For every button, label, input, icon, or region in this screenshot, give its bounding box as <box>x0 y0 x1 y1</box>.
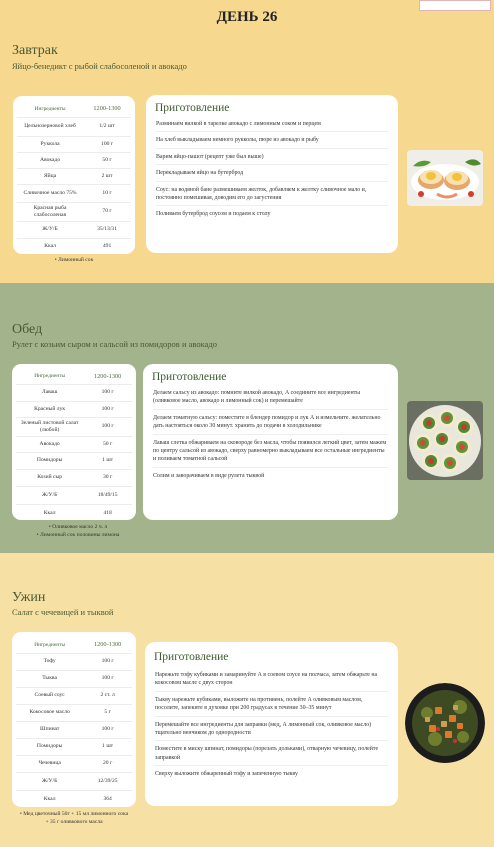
ingredient-name: Сливочное масло 75% <box>17 184 83 202</box>
prep-step: Делаем сальсу из авокадо: помните вилкой авокадо, А соедините все ингредиенты (оливковое масло, авокадо и лимонный сок) и перемешайте <box>153 389 388 410</box>
table-header-ingredients: Ингредиенты <box>16 369 83 384</box>
table-row <box>16 653 132 670</box>
dinner-ingredients-table <box>16 637 132 808</box>
table-row <box>16 772 132 790</box>
prep-step: Солим и заворачиваем в виде рулета тыквой <box>153 472 265 479</box>
ingredient-amount: 100 г <box>83 670 132 687</box>
ingredient-name: Красный лук <box>16 401 83 417</box>
ingredient-amount: 70 г <box>83 202 131 221</box>
prep-step: Соус: на водяной бане размешиваем желток, добавляем к желтку сливочное мало и, постоянно помешивая, доводим его до загустения <box>156 186 388 207</box>
prep-title: Приготовление <box>152 371 227 383</box>
dinner-title: Ужин <box>12 590 46 605</box>
lunch-photo <box>407 401 483 480</box>
ingredient-name: Соевый соус <box>16 687 83 704</box>
table-row <box>16 738 132 755</box>
table-row <box>16 687 132 704</box>
table-row <box>16 384 132 401</box>
ingredient-amount: 1 шт <box>83 738 132 755</box>
table-header-ingredients: Ингредиенты <box>17 101 83 117</box>
prep-step: Разминаем вилкой в тарелке авокадо с лимонным соком и перцем <box>156 120 388 132</box>
table-header-row <box>16 637 132 653</box>
lunch-prep-card <box>143 364 398 520</box>
ingredient-amount: 20 г <box>83 755 132 772</box>
table-row <box>17 136 131 152</box>
ingredient-name: Помидоры <box>16 452 83 469</box>
prep-step: Делаем томатную сальсу: поместите в блендер помидор и лук А и измельчите. желательно дать настояться около 30 минут. хранить до подачи в холодильнике <box>153 414 388 435</box>
ingredient-amount: 12/39/25 <box>83 772 132 790</box>
table-row <box>17 202 131 221</box>
table-row <box>17 221 131 238</box>
prep-step: Тыкву нарежьте кубиками, выложите на противень, полейте А оливковым маслом, посолите, запеките в духовке при 200 градусах в течение 30–35 минут <box>155 696 388 717</box>
table-row <box>16 670 132 687</box>
ingredient-name: Красная рыба слабосоленая <box>17 202 83 221</box>
ingredient-name: Шпинат <box>16 721 83 738</box>
table-header-ingredients: Ингредиенты <box>16 637 83 653</box>
ingredient-name: Цельнозерновой хлеб <box>17 117 83 136</box>
breakfast-prep-card <box>146 95 398 253</box>
table-header-row <box>16 369 132 384</box>
ingredient-amount: 100 г <box>83 401 132 417</box>
prep-step: Поливаем бутерброд соусом и подаем к столу <box>156 211 271 218</box>
ingredient-amount: 491 <box>102 243 112 250</box>
ingredient-name: Зеленый листовой салат (любой) <box>16 417 83 436</box>
table-row <box>16 504 132 521</box>
table-row <box>16 417 132 436</box>
table-row <box>17 184 131 202</box>
ingredient-name: Кокосовое масло <box>16 704 83 721</box>
table-header-calories: 1200-1300 <box>83 637 132 653</box>
ingredient-amount: 100 г <box>83 384 132 401</box>
breakfast-photo <box>407 150 483 206</box>
breakfast-ingredients-table <box>17 101 131 254</box>
ingredient-amount: 364 <box>103 796 112 803</box>
table-row <box>17 117 131 136</box>
ingredient-name: Ккал <box>43 796 56 803</box>
ingredient-amount: 1 шт <box>83 452 132 469</box>
dinner-photo <box>405 683 485 763</box>
ingredient-name: Чечевица <box>16 755 83 772</box>
table-row <box>16 755 132 772</box>
breakfast-subtitle: Яйцо-бенедикт с рыбой слабосоленой и авокадо <box>12 61 187 71</box>
lunch-extras <box>8 523 148 540</box>
prep-step: Перекладываем яйцо на бутерброд <box>156 169 388 181</box>
dinner-prep-card <box>145 642 398 806</box>
page-title: ДЕНЬ 26 <box>216 9 278 25</box>
ingredient-amount: 100 г <box>83 653 132 670</box>
prep-step: На хлеб выкладываем немного рукколы, пюре из авокадо и рыбу <box>156 136 388 148</box>
table-header-calories: 1200-1300 <box>83 101 131 117</box>
ingredient-name: Тыква <box>16 670 83 687</box>
ingredient-name: Ж/У/Б <box>17 221 83 238</box>
lunch-ingredients-card <box>12 364 136 520</box>
prep-step: Нарежьте тофу кубиками и замаринуйте А в соевом соусе на полчаса, затем обжарьте на кокосовом масле с двух сторон <box>155 671 388 692</box>
extra-item: • Лимонный сок <box>54 257 94 263</box>
ingredient-name: Руккола <box>17 136 83 152</box>
table-row <box>16 704 132 721</box>
table-row <box>16 469 132 486</box>
ingredient-name: Ж/У/Б <box>16 486 83 504</box>
prep-step: Поместите в миску шпинат, помидоры (порезать дольками), отварную чечевицу, полейте заправкой <box>155 745 388 766</box>
table-header-row <box>17 101 131 117</box>
ingredient-name: Лаваш <box>16 384 83 401</box>
table-header-calories: 1200-1300 <box>83 369 132 384</box>
extra-item: • Лимонный сок половины лимона <box>36 532 120 539</box>
ingredient-amount: 2 ст. л <box>83 687 132 704</box>
table-row <box>16 790 132 808</box>
table-row <box>16 401 132 417</box>
ingredient-name: Козий сыр <box>16 469 83 486</box>
ingredient-amount: 418 <box>103 509 112 516</box>
dinner-ingredients-card <box>12 632 136 807</box>
prep-step: Сверху выложите обжаренный тофу и запеченную тыкву <box>155 771 298 777</box>
prep-step: Лаваш слетка обжариваем на сковороде без масла, чтобы появился легкий цвет, затем мажем по центру сальсой из авокадо, сверху равномерно выкладываем все остальные ингредиенты и поливаем томатной сальсой <box>153 439 388 468</box>
ingredient-name: Авокадо <box>17 152 83 168</box>
ingredient-amount: 30 г <box>83 469 132 486</box>
dinner-extras <box>0 810 148 827</box>
ingredient-amount: 50 г <box>83 436 132 452</box>
breakfast-ingredients-card <box>13 96 135 254</box>
ingredient-amount: 5 г <box>83 704 132 721</box>
ingredient-name: Ккал <box>44 243 56 250</box>
table-row <box>17 168 131 184</box>
prep-step: Варим яйцо-пашот (рецепт уже был выше) <box>156 153 388 165</box>
lunch-subtitle: Рулет с козьим сыром и сальсой из помидоров и авокадо <box>12 339 217 349</box>
prep-title: Приготовление <box>154 651 229 663</box>
ingredient-amount: 100 г <box>83 136 131 152</box>
prep-step: Перемешайте все ингредиенты для заправки (мед, А лимонный сок, оливковое масло) тщательно венчиком до однородности <box>155 721 388 742</box>
breakfast-extras <box>13 256 135 264</box>
ingredient-name: Помидоры <box>16 738 83 755</box>
lunch-ingredients-table <box>16 369 132 521</box>
ingredient-amount: 2 шт <box>83 168 131 184</box>
ingredient-amount: 1/2 шт <box>83 117 131 136</box>
ingredient-name: Тофу <box>16 653 83 670</box>
table-row <box>17 152 131 168</box>
ingredient-amount: 35/13/31 <box>83 221 131 238</box>
breakfast-title: Завтрак <box>12 43 58 58</box>
ingredient-amount: 100 г <box>83 417 132 436</box>
ingredient-amount: 10 г <box>83 184 131 202</box>
ingredient-name: Ж/У/Б <box>16 772 83 790</box>
ingredient-name: Яйца <box>17 168 83 184</box>
ingredient-amount: 100 г <box>83 721 132 738</box>
table-row <box>16 452 132 469</box>
table-row <box>16 436 132 452</box>
extra-item: • Мед цветочный 50г + 15 мл лимонного сока <box>19 811 129 817</box>
extra-item: • Оливковое масло 2 ч. л <box>48 524 108 530</box>
ingredient-name: Ккал <box>43 509 56 516</box>
prep-title: Приготовление <box>155 102 230 114</box>
lunch-title: Обед <box>12 322 43 337</box>
ingredient-amount: 50 г <box>83 152 131 168</box>
ingredient-name: Авокадо <box>16 436 83 452</box>
table-row <box>16 721 132 738</box>
table-row <box>16 486 132 504</box>
extra-item: + 35 г оливкового масла <box>45 819 103 826</box>
dinner-subtitle: Салат с чечевицей и тыквой <box>12 607 114 617</box>
table-row <box>17 238 131 254</box>
corner-frame <box>419 0 491 11</box>
ingredient-amount: 18/49/15 <box>83 486 132 504</box>
